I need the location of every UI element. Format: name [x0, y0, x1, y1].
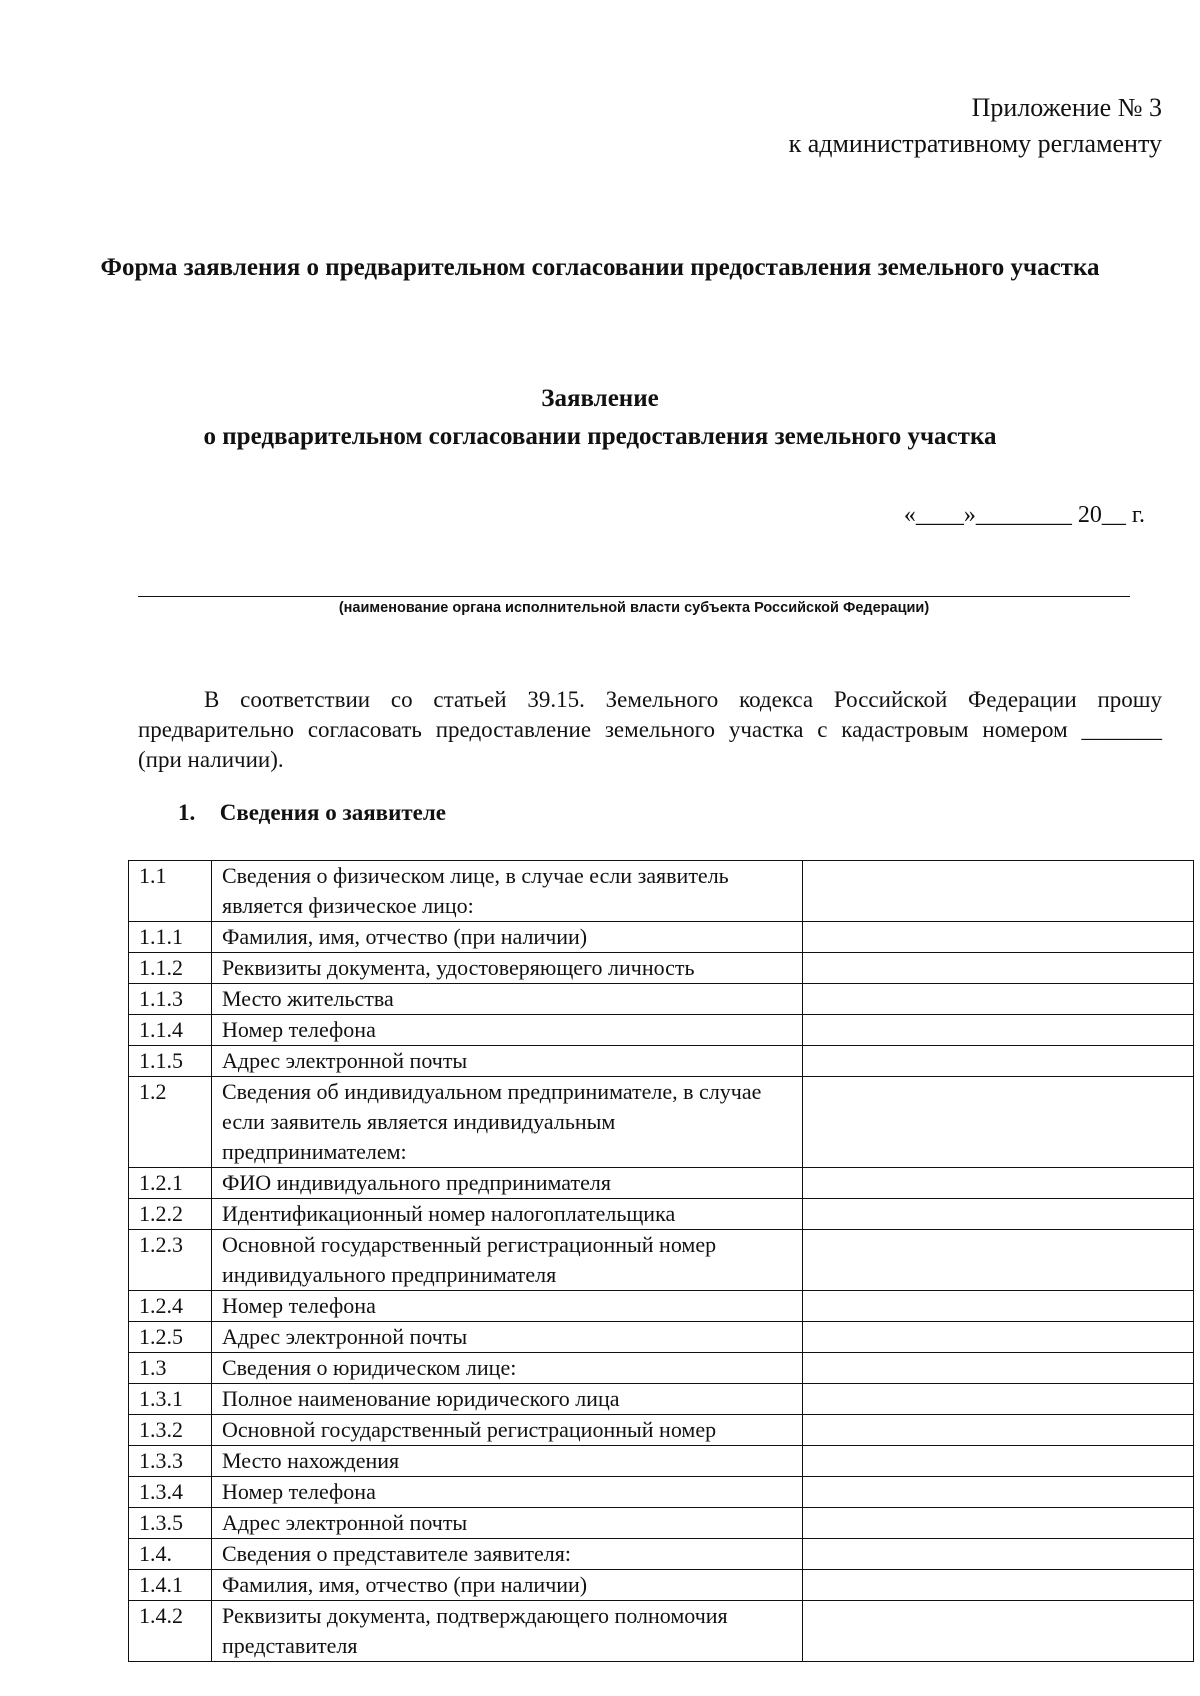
appendix-note [789, 90, 1162, 162]
row-label: Сведения о физическом лице, в случае если заявитель является физическое лицо: [212, 861, 803, 922]
row-value-field[interactable] [803, 922, 1194, 953]
row-number: 1.1 [129, 861, 212, 922]
row-value-field[interactable] [803, 1291, 1194, 1322]
row-number: 1.3.5 [129, 1508, 212, 1539]
row-value-field[interactable] [803, 1353, 1194, 1384]
row-number: 1.3.1 [129, 1384, 212, 1415]
row-number: 1.1.1 [129, 922, 212, 953]
table-row [129, 1322, 1194, 1353]
row-number: 1.2 [129, 1077, 212, 1168]
row-number: 1.2.1 [129, 1168, 212, 1199]
row-value-field[interactable] [803, 861, 1194, 922]
intro-paragraph [138, 685, 1162, 775]
table-row [129, 1384, 1194, 1415]
row-label: Номер телефона [212, 1477, 803, 1508]
row-label: Место нахождения [212, 1446, 803, 1477]
applicant-info-table [128, 860, 1194, 1662]
row-value-field[interactable] [803, 1570, 1194, 1601]
row-label: Адрес электронной почты [212, 1046, 803, 1077]
row-value-field[interactable] [803, 1046, 1194, 1077]
section-heading [178, 800, 446, 826]
table-row [129, 1539, 1194, 1570]
row-value-field[interactable] [803, 984, 1194, 1015]
row-value-field[interactable] [803, 1230, 1194, 1291]
row-number: 1.2.2 [129, 1199, 212, 1230]
row-value-field[interactable] [803, 1508, 1194, 1539]
row-number: 1.1.2 [129, 953, 212, 984]
table-row [129, 1291, 1194, 1322]
row-label: Сведения о представителе заявителя: [212, 1539, 803, 1570]
row-value-field[interactable] [803, 1384, 1194, 1415]
section-number: 1. [178, 800, 196, 825]
row-number: 1.4.1 [129, 1570, 212, 1601]
row-label: Основной государственный регистрационный номер [212, 1415, 803, 1446]
table-row [129, 1077, 1194, 1168]
row-number: 1.2.5 [129, 1322, 212, 1353]
row-label: ФИО индивидуального предпринимателя [212, 1168, 803, 1199]
row-label: Реквизиты документа, удостоверяющего личность [212, 953, 803, 984]
row-label: Номер телефона [212, 1015, 803, 1046]
intro-line-3: (при наличии). [138, 747, 284, 772]
table-row [129, 1570, 1194, 1601]
table-row [129, 1046, 1194, 1077]
statement-subtitle: о предварительном согласовании предоставления земельного участка [203, 423, 997, 450]
row-label: Идентификационный номер налогоплательщика [212, 1199, 803, 1230]
row-value-field[interactable] [803, 1168, 1194, 1199]
row-label: Полное наименование юридического лица [212, 1384, 803, 1415]
table-row [129, 1230, 1194, 1291]
statement-title: Заявление [541, 385, 659, 412]
statement-heading [100, 380, 1100, 456]
row-label: Адрес электронной почты [212, 1508, 803, 1539]
row-value-field[interactable] [803, 1015, 1194, 1046]
row-value-field[interactable] [803, 1446, 1194, 1477]
row-label: Реквизиты документа, подтверждающего полномочия представителя [212, 1601, 803, 1662]
intro-line-1: В соответствии со статьей 39.15. Земельного кодекса Российской Федерации прошу [204, 687, 1162, 712]
row-value-field[interactable] [803, 953, 1194, 984]
table-row [129, 1415, 1194, 1446]
row-value-field[interactable] [803, 1601, 1194, 1662]
row-label: Фамилия, имя, отчество (при наличии) [212, 1570, 803, 1601]
row-number: 1.4. [129, 1539, 212, 1570]
table-row [129, 1199, 1194, 1230]
section-title: Сведения о заявителе [219, 800, 446, 825]
row-number: 1.1.4 [129, 1015, 212, 1046]
row-value-field[interactable] [803, 1322, 1194, 1353]
table-row [129, 1446, 1194, 1477]
table-row [129, 984, 1194, 1015]
row-label: Адрес электронной почты [212, 1322, 803, 1353]
row-value-field[interactable] [803, 1199, 1194, 1230]
table-row [129, 922, 1194, 953]
table-row [129, 1015, 1194, 1046]
authority-caption: (наименование органа исполнительной власти субъекта Российской Федерации) [338, 600, 930, 616]
row-value-field[interactable] [803, 1415, 1194, 1446]
row-number: 1.3.2 [129, 1415, 212, 1446]
table-row [129, 953, 1194, 984]
row-value-field[interactable] [803, 1539, 1194, 1570]
row-number: 1.3 [129, 1353, 212, 1384]
appendix-number: Приложение № 3 [971, 93, 1162, 122]
intro-line-2: предварительно согласовать предоставление земельного участка с кадастровым номером _______ [138, 717, 1162, 742]
table-row [129, 1477, 1194, 1508]
form-title: Форма заявления о предварительном согласовании предоставления земельного участка [100, 254, 1100, 281]
row-number: 1.3.3 [129, 1446, 212, 1477]
table-row [129, 1353, 1194, 1384]
row-label: Номер телефона [212, 1291, 803, 1322]
row-value-field[interactable] [803, 1477, 1194, 1508]
row-number: 1.2.3 [129, 1230, 212, 1291]
row-label: Фамилия, имя, отчество (при наличии) [212, 922, 803, 953]
row-label: Сведения об индивидуальном предпринимателе, в случае если заявитель является индивидуальным предпринимателем: [212, 1077, 803, 1168]
row-number: 1.1.5 [129, 1046, 212, 1077]
row-label: Сведения о юридическом лице: [212, 1353, 803, 1384]
table-row [129, 1168, 1194, 1199]
row-number: 1.4.2 [129, 1601, 212, 1662]
row-number: 1.2.4 [129, 1291, 212, 1322]
row-label: Место жительства [212, 984, 803, 1015]
table-row [129, 1508, 1194, 1539]
table-row [129, 861, 1194, 922]
table-row [129, 1601, 1194, 1662]
appendix-regulation: к административному регламенту [788, 129, 1162, 158]
authority-field-line [138, 596, 1130, 597]
row-number: 1.1.3 [129, 984, 212, 1015]
date-line: «____»________ 20__ г. [903, 502, 1145, 528]
row-value-field[interactable] [803, 1077, 1194, 1168]
row-number: 1.3.4 [129, 1477, 212, 1508]
row-label: Основной государственный регистрационный номер индивидуального предпринимателя [212, 1230, 803, 1291]
